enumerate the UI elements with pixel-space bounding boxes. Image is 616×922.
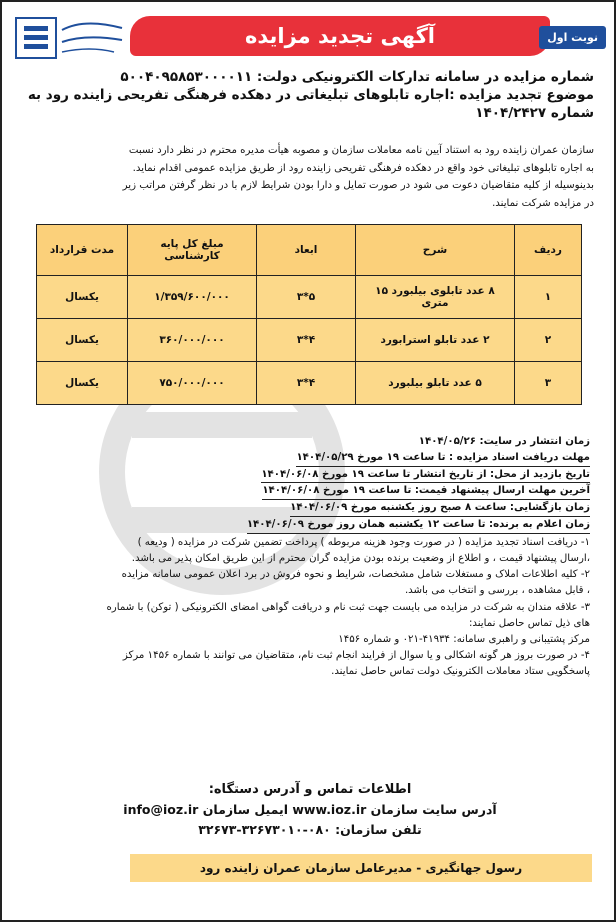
condition-line: ،ارسال پیشنهاد قیمت ، و اطلاع از وضعیت برنده بودن مزایده گران محترم از این طریق امکان پذیر می باشد. xyxy=(131,552,590,564)
condition-3 xyxy=(30,600,590,647)
table-header-row xyxy=(37,225,582,276)
col-row-number: ردیف xyxy=(515,225,582,276)
col-base-price: مبلغ کل پایه کارشناسی xyxy=(128,225,257,276)
cell-description: ۵ عدد تابلو بیلبورد xyxy=(356,362,515,405)
signature-bar xyxy=(130,854,592,882)
auction-subject-number: شماره ۱۴۰۴/۲۴۲۷ xyxy=(475,105,594,121)
cell-contract-duration: یکسال xyxy=(37,319,128,362)
contact-info xyxy=(30,780,590,840)
cell-description: ۲ عدد تابلو استرابورد xyxy=(356,319,515,362)
cell-contract-duration: یکسال xyxy=(37,362,128,405)
notice-title-banner xyxy=(130,16,550,56)
cell-base-price: ۱/۳۵۹/۶۰۰/۰۰۰ xyxy=(128,276,257,319)
cell-row-number: ۳ xyxy=(515,362,582,405)
docs-deadline: مهلت دریافت اسناد مزایده : تا ساعت ۱۹ مورخ ۱۴۰۴/۰۵/۲۹ xyxy=(296,450,590,467)
intro-line: سازمان عمران زاینده رود به استناد آیین نامه معاملات سازمان و مصوبه هیأت مدیره محترم در نظر دارد نسبت xyxy=(128,145,594,156)
intro-line: در مزایده شرکت نمایند. xyxy=(492,197,594,209)
support-center: مرکز پشتیبانی و راهبری سامانه: ۴۱۹۳۴-۰۲۱ و شماره ۱۴۵۶ xyxy=(338,633,590,645)
table-row xyxy=(37,319,582,362)
intro-line: به اجاره تابلوهای تبلیغاتی خود واقع در دهکده فرهنگی تفریحی زاینده رود از طریق مزایده عمومی اقدام نماید. xyxy=(132,162,594,174)
phone-numbers: ۰۸۰-۳۲۶۷۳۰۱۰-۳۲۶۷۳ xyxy=(198,822,331,837)
auction-number: شماره مزایده در سامانه تدارکات الکترونیکی دولت: ۵۰۰۴۰۹۵۸۵۳۰۰۰۰۱۱ xyxy=(120,69,594,85)
cell-dimensions: ۴*۳ xyxy=(257,319,356,362)
condition-line: ۱- دریافت اسناد تجدید مزایده ( در صورت وجود هزینه مربوطه ) پرداخت تضمین شرکت در مزایده ( ودیعه ) xyxy=(137,536,590,548)
col-dimensions: ابعاد xyxy=(257,225,356,276)
condition-line: پاسخگویی ستاد معاملات الکترونیک دولت تماس حاصل نمایند. xyxy=(331,666,590,678)
auction-headline xyxy=(24,68,594,122)
condition-line: ۲- کلیه اطلاعات املاک و مستغلات شامل مشخصات، شرایط و نحوه فروش در برد اعلان عمومی سامانه مزایده xyxy=(121,569,590,581)
cell-description: ۸ عدد تابلوی بیلبورد ۱۵ متری xyxy=(356,276,515,319)
auction-subject: موضوع تجدید مزایده :اجاره تابلوهای تبلیغاتی در دهکده فرهنگی تفریحی زاینده رود به xyxy=(27,87,594,103)
phone-label: تلفن سازمان: xyxy=(335,822,422,837)
condition-2 xyxy=(30,567,590,599)
opening-date: زمان بازگشایی: ساعت ۸ صبح روز یکشنبه مورخ ۱۴۰۴/۰۶/۰۹ xyxy=(290,500,590,517)
site-visit-date: تاریخ بازدید از محل: از تاریخ انتشار تا ساعت ۱۹ مورخ ۱۴۰۴/۰۶/۰۸ xyxy=(261,467,590,484)
condition-line: های ذیل تماس حاصل نمایند: xyxy=(468,617,590,629)
auction-details xyxy=(30,434,590,680)
table-row xyxy=(37,362,582,405)
contact-title: اطلاعات تماس و آدرس دستگاه: xyxy=(208,782,412,797)
col-contract-duration: مدت قرارداد xyxy=(37,225,128,276)
cell-row-number: ۱ xyxy=(515,276,582,319)
organization-logo xyxy=(14,14,126,64)
signature: رسول جهانگیری - مدیرعامل سازمان عمران زاینده رود xyxy=(199,861,523,875)
billboards-table xyxy=(36,224,582,405)
cell-contract-duration: یکسال xyxy=(37,276,128,319)
cell-dimensions: ۴*۳ xyxy=(257,362,356,405)
cell-dimensions: ۵*۳ xyxy=(257,276,356,319)
cell-base-price: ۳۶۰/۰۰۰/۰۰۰ xyxy=(128,319,257,362)
condition-line: ۳- علاقه مندان به شرکت در مزایده می بایست جهت ثبت نام و دریافت گواهی امضای الکترونیکی ( توکن) با شماره xyxy=(106,601,590,613)
header xyxy=(8,8,608,66)
notice-title: آگهی تجدید مزایده xyxy=(245,24,435,48)
intro-paragraph xyxy=(14,142,594,212)
bid-deadline: آخرین مهلت ارسال پیشنهاد قیمت: تا ساعت ۱۹ مورخ ۱۴۰۴/۰۶/۰۸ xyxy=(262,483,590,500)
condition-1 xyxy=(30,535,590,567)
site-label: آدرس سایت سازمان xyxy=(370,802,497,817)
intro-line: بدینوسیله از کلیه متقاضیان دعوت می شود در صورت تمایل و دارا بودن شرایط لازم با در نظر گرفتن مراتب زیر xyxy=(122,180,594,191)
col-description: شرح xyxy=(356,225,515,276)
condition-4 xyxy=(30,648,590,680)
condition-line: ، قابل مشاهده ، بررسی و انتخاب می باشد. xyxy=(404,585,590,597)
cell-base-price: ۷۵۰/۰۰۰/۰۰۰ xyxy=(128,362,257,405)
email-label: ایمیل سازمان xyxy=(202,802,288,817)
condition-line: ۴- در صورت بروز هر گونه اشکالی و یا سوال از فرایند انجام ثبت نام، متقاضیان می توانند با شماره ۱۴۵۶ مرکز xyxy=(122,650,590,662)
cell-row-number: ۲ xyxy=(515,319,582,362)
winner-announcement-date: زمان اعلام به برنده: تا ساعت ۱۲ یکشنبه همان روز مورخ ۱۴۰۴/۰۶/۰۹ xyxy=(247,517,590,534)
email-link[interactable]: info@ioz.ir xyxy=(123,802,199,817)
website-link[interactable]: www.ioz.ir xyxy=(292,802,367,817)
web-contact xyxy=(30,800,590,820)
turn-badge: نوبت اول xyxy=(539,26,606,49)
publish-date: زمان انتشار در سایت: ۱۴۰۴/۰۵/۲۶ xyxy=(418,436,590,447)
table-row xyxy=(37,276,582,319)
phone-contact xyxy=(30,820,590,840)
